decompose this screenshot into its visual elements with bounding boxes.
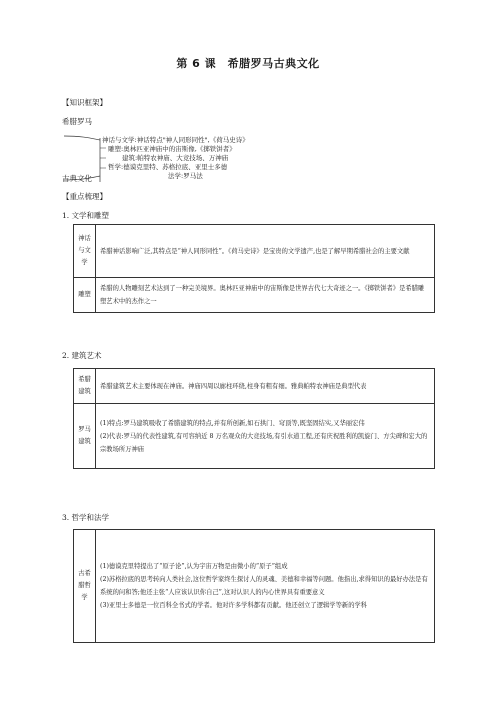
- row-paragraph: (2)苏格拉底的思考转向人类社会,这位哲学家终生探讨人的灵魂、美德和幸福等问题。他指出,求得知识的最好办法是有系统的问和答;他还主张“人应该认识你自己”,这对认识人的内心世界具有重要意义: [100, 576, 428, 596]
- row-body: [96, 278, 435, 313]
- section-table: [73, 224, 435, 313]
- key-points-heading: 【重点梳理】: [62, 192, 107, 201]
- framework-line: 神话与文学:神话特点"神人同形同性",《荷马史诗》: [102, 136, 249, 144]
- knowledge-framework-heading: 【知识框架】: [62, 98, 107, 107]
- table-row: [74, 225, 435, 278]
- section-table: [73, 529, 435, 643]
- section-heading: 3. 哲学和法学: [62, 513, 110, 522]
- framework-line: 法学:罗马法: [168, 172, 203, 180]
- framework-top-label: 希腊罗马: [62, 117, 92, 126]
- row-paragraph: (1)特点:罗马建筑吸收了希腊建筑的特点,并有所创新,如石拱门、穹顶等,既坚固结实,又华丽宏伟: [100, 419, 365, 427]
- row-paragraph: (2)代表:罗马的代表性建筑,有可容纳近 8 万名观众的大竞技场,有引水道工程,还有庆祝胜利的凯旋门、方尖碑和宏大的宗教场所万神庙: [100, 432, 428, 453]
- row-body: [96, 404, 435, 469]
- row-body: [96, 369, 435, 404]
- row-head: 神话与文学: [74, 225, 96, 278]
- row-head: 古希腊哲学: [74, 530, 96, 643]
- framework-line: 雕塑:奥林匹亚神庙中的宙斯像,《掷铁饼者》: [108, 145, 236, 153]
- row-head: 希腊建筑: [74, 369, 96, 404]
- section-heading: 2. 建筑艺术: [62, 351, 102, 360]
- row-paragraph: 希腊的人物雕刻艺术达到了一种完美境界。奥林匹亚神庙中的宙斯像是世界古代七大奇迹之一。《掷铁饼者》是希腊雕塑艺术中的杰作之一: [100, 285, 425, 305]
- lesson-title: 第 6 课 希腊罗马古典文化: [176, 57, 320, 70]
- section-heading: 1. 文学和雕塑: [62, 211, 110, 220]
- table-row: [74, 404, 435, 469]
- row-body: [96, 530, 435, 643]
- row-paragraph: (3)亚里士多德是一位百科全书式的学者。他对许多学科都有贡献。他还创立了逻辑学等新的学科: [100, 602, 368, 609]
- section-table: [73, 368, 435, 469]
- table-row: [74, 369, 435, 404]
- row-head: 雕塑: [74, 278, 96, 313]
- framework-line: 建筑:帕特农神庙、大竞技场、万神庙: [122, 154, 229, 162]
- row-paragraph: (1)德谟克里特提出了“原子论”,认为宇宙万物是由微小的“原子”组成: [100, 563, 288, 570]
- row-paragraph: 希腊建筑艺术主要体现在神庙。神庙四周以廊柱环绕,柱身有粗有细。雅典帕特农神庙是典型代表: [100, 382, 367, 390]
- framework-line: 哲学:德谟克里特、苏格拉底、亚里士多德: [108, 163, 228, 171]
- table-row: [74, 278, 435, 313]
- row-paragraph: 希腊神话影响广泛,其特点是“神人同形同性”。《荷马史诗》是宝贵的文学遗产,也是了解早期希腊社会的主要文献: [100, 247, 410, 255]
- row-head: 罗马建筑: [74, 404, 96, 469]
- framework-bracket-diagram: [62, 128, 322, 190]
- framework-bottom-label: 古典文化: [62, 174, 92, 183]
- row-body: [96, 225, 435, 278]
- table-row: [74, 530, 435, 643]
